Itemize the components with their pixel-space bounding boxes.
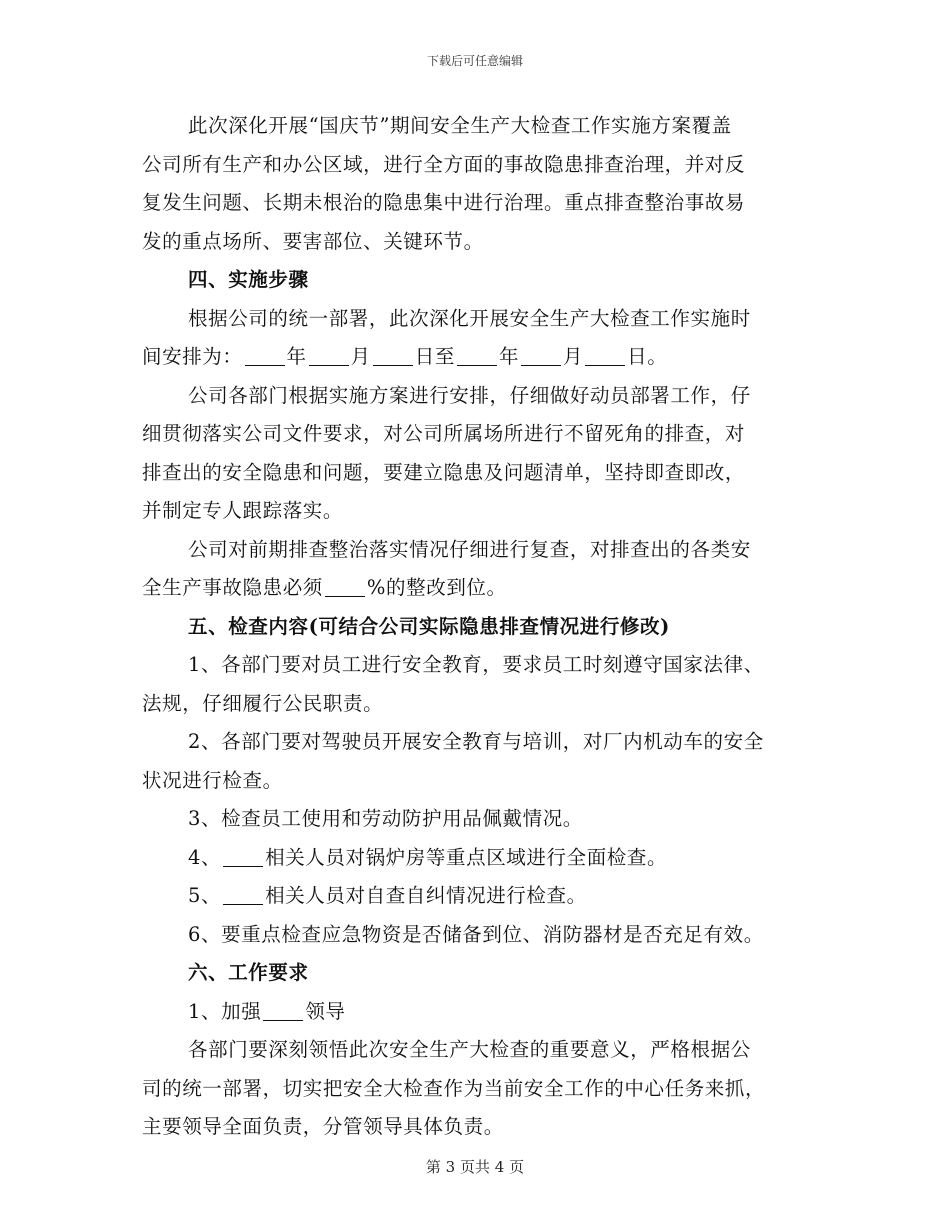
paragraph-line: 此次深化开展“国庆节”期间安全生产大检查工作实施方案覆盖 (188, 114, 732, 137)
blank-field (309, 346, 349, 367)
list-item (142, 993, 810, 1032)
schedule-prefix: 间安排为： (142, 345, 243, 368)
month-label: 月 (563, 345, 584, 368)
list-item (142, 839, 810, 878)
paragraph-line (142, 569, 810, 608)
blank-field (373, 346, 413, 367)
section-heading-6: 六、工作要求 (188, 961, 309, 984)
list-item: 6、要重点检查应急物资是否储备到位、消防器材是否充足有效。 (188, 922, 764, 946)
paragraph-line: 并制定专人跟踪落实。 (142, 499, 344, 522)
list-item: 3、检查员工使用和劳动防护用品佩戴情况。 (188, 807, 583, 830)
section-heading-5: 五、检查内容(可结合公司实际隐患排查情况进行修改) (188, 614, 670, 638)
paragraph-line: 公司各部门根据实施方案进行安排，仔细做好动员部署工作，仔 (188, 383, 751, 407)
year-label: 年 (498, 345, 520, 368)
paragraph-line: 根据公司的统一部署，此次深化开展安全生产大检查工作实施时 (188, 306, 751, 330)
blank-field (585, 346, 625, 367)
blank-field (521, 346, 561, 367)
paragraph-line: 各部门要深刻领悟此次安全生产大检查的重要意义，严格根据公 (188, 1038, 751, 1061)
item-text: 相关人员对自查自纠情况进行检查。 (265, 884, 587, 907)
month-label: 月 (350, 345, 371, 368)
paragraph-line: 复发生问题、长期未根治的隐患集中进行治理。重点排查整治事故易 (142, 191, 746, 214)
paragraph-line: 发的重点场所、要害部位、关键环节。 (142, 229, 484, 253)
section-heading-4: 四、实施步骤 (188, 268, 309, 291)
schedule-line (142, 338, 810, 377)
paragraph-line: 公司对前期排查整治落实情况仔细进行复查，对排查出的各类安 (188, 537, 751, 561)
blank-field (457, 346, 497, 367)
paragraph-line: 司的统一部署，切实把安全大检查作为当前安全工作的中心任务来抓， (142, 1076, 766, 1100)
item-text: 领导 (305, 999, 346, 1023)
list-item-continuation: 状况进行检查。 (142, 768, 283, 792)
blank-field (223, 885, 263, 906)
item-text: 相关人员对锅炉房等重点区域进行全面检查。 (265, 845, 668, 869)
page-header: 下载后可任意编辑 (426, 54, 523, 68)
blank-field (325, 577, 365, 598)
rectification-suffix: %的整改到位。 (366, 576, 507, 599)
page-footer: 第 3 页共 4 页 (425, 1158, 525, 1176)
year-label: 年 (286, 345, 307, 368)
paragraph-line: 排查出的安全隐患和问题，要建立隐患及问题清单，坚持即查即改， (142, 460, 746, 484)
blank-field (263, 1000, 303, 1021)
paragraph-line: 细贯彻落实公司文件要求，对公司所属场所进行不留死角的排查，对 (142, 422, 746, 445)
paragraph-line: 主要领导全面负责，分管领导具体负责。 (142, 1115, 504, 1138)
list-item-continuation: 法规，仔细履行公民职责。 (142, 691, 384, 715)
item-number: 4、 (188, 845, 222, 869)
item-text: 1、加强 (188, 999, 262, 1023)
list-item (142, 877, 810, 916)
item-number: 5、 (188, 884, 222, 907)
list-item: 2、各部门要对驾驶员开展安全教育与培训，对厂内机动车的安全 (188, 730, 764, 753)
blank-field (223, 846, 263, 867)
day-label: 日。 (627, 345, 668, 368)
list-item: 1、各部门要对员工进行安全教育，要求员工时刻遵守国家法律、 (188, 653, 764, 676)
paragraph-line: 公司所有生产和办公区域，进行全方面的事故隐患排查治理，并对反 (142, 152, 746, 176)
day-label: 日至 (414, 345, 455, 368)
blank-field (245, 346, 285, 367)
document-body (142, 107, 810, 1147)
rectification-prefix: 全生产事故隐患必须 (142, 576, 323, 599)
